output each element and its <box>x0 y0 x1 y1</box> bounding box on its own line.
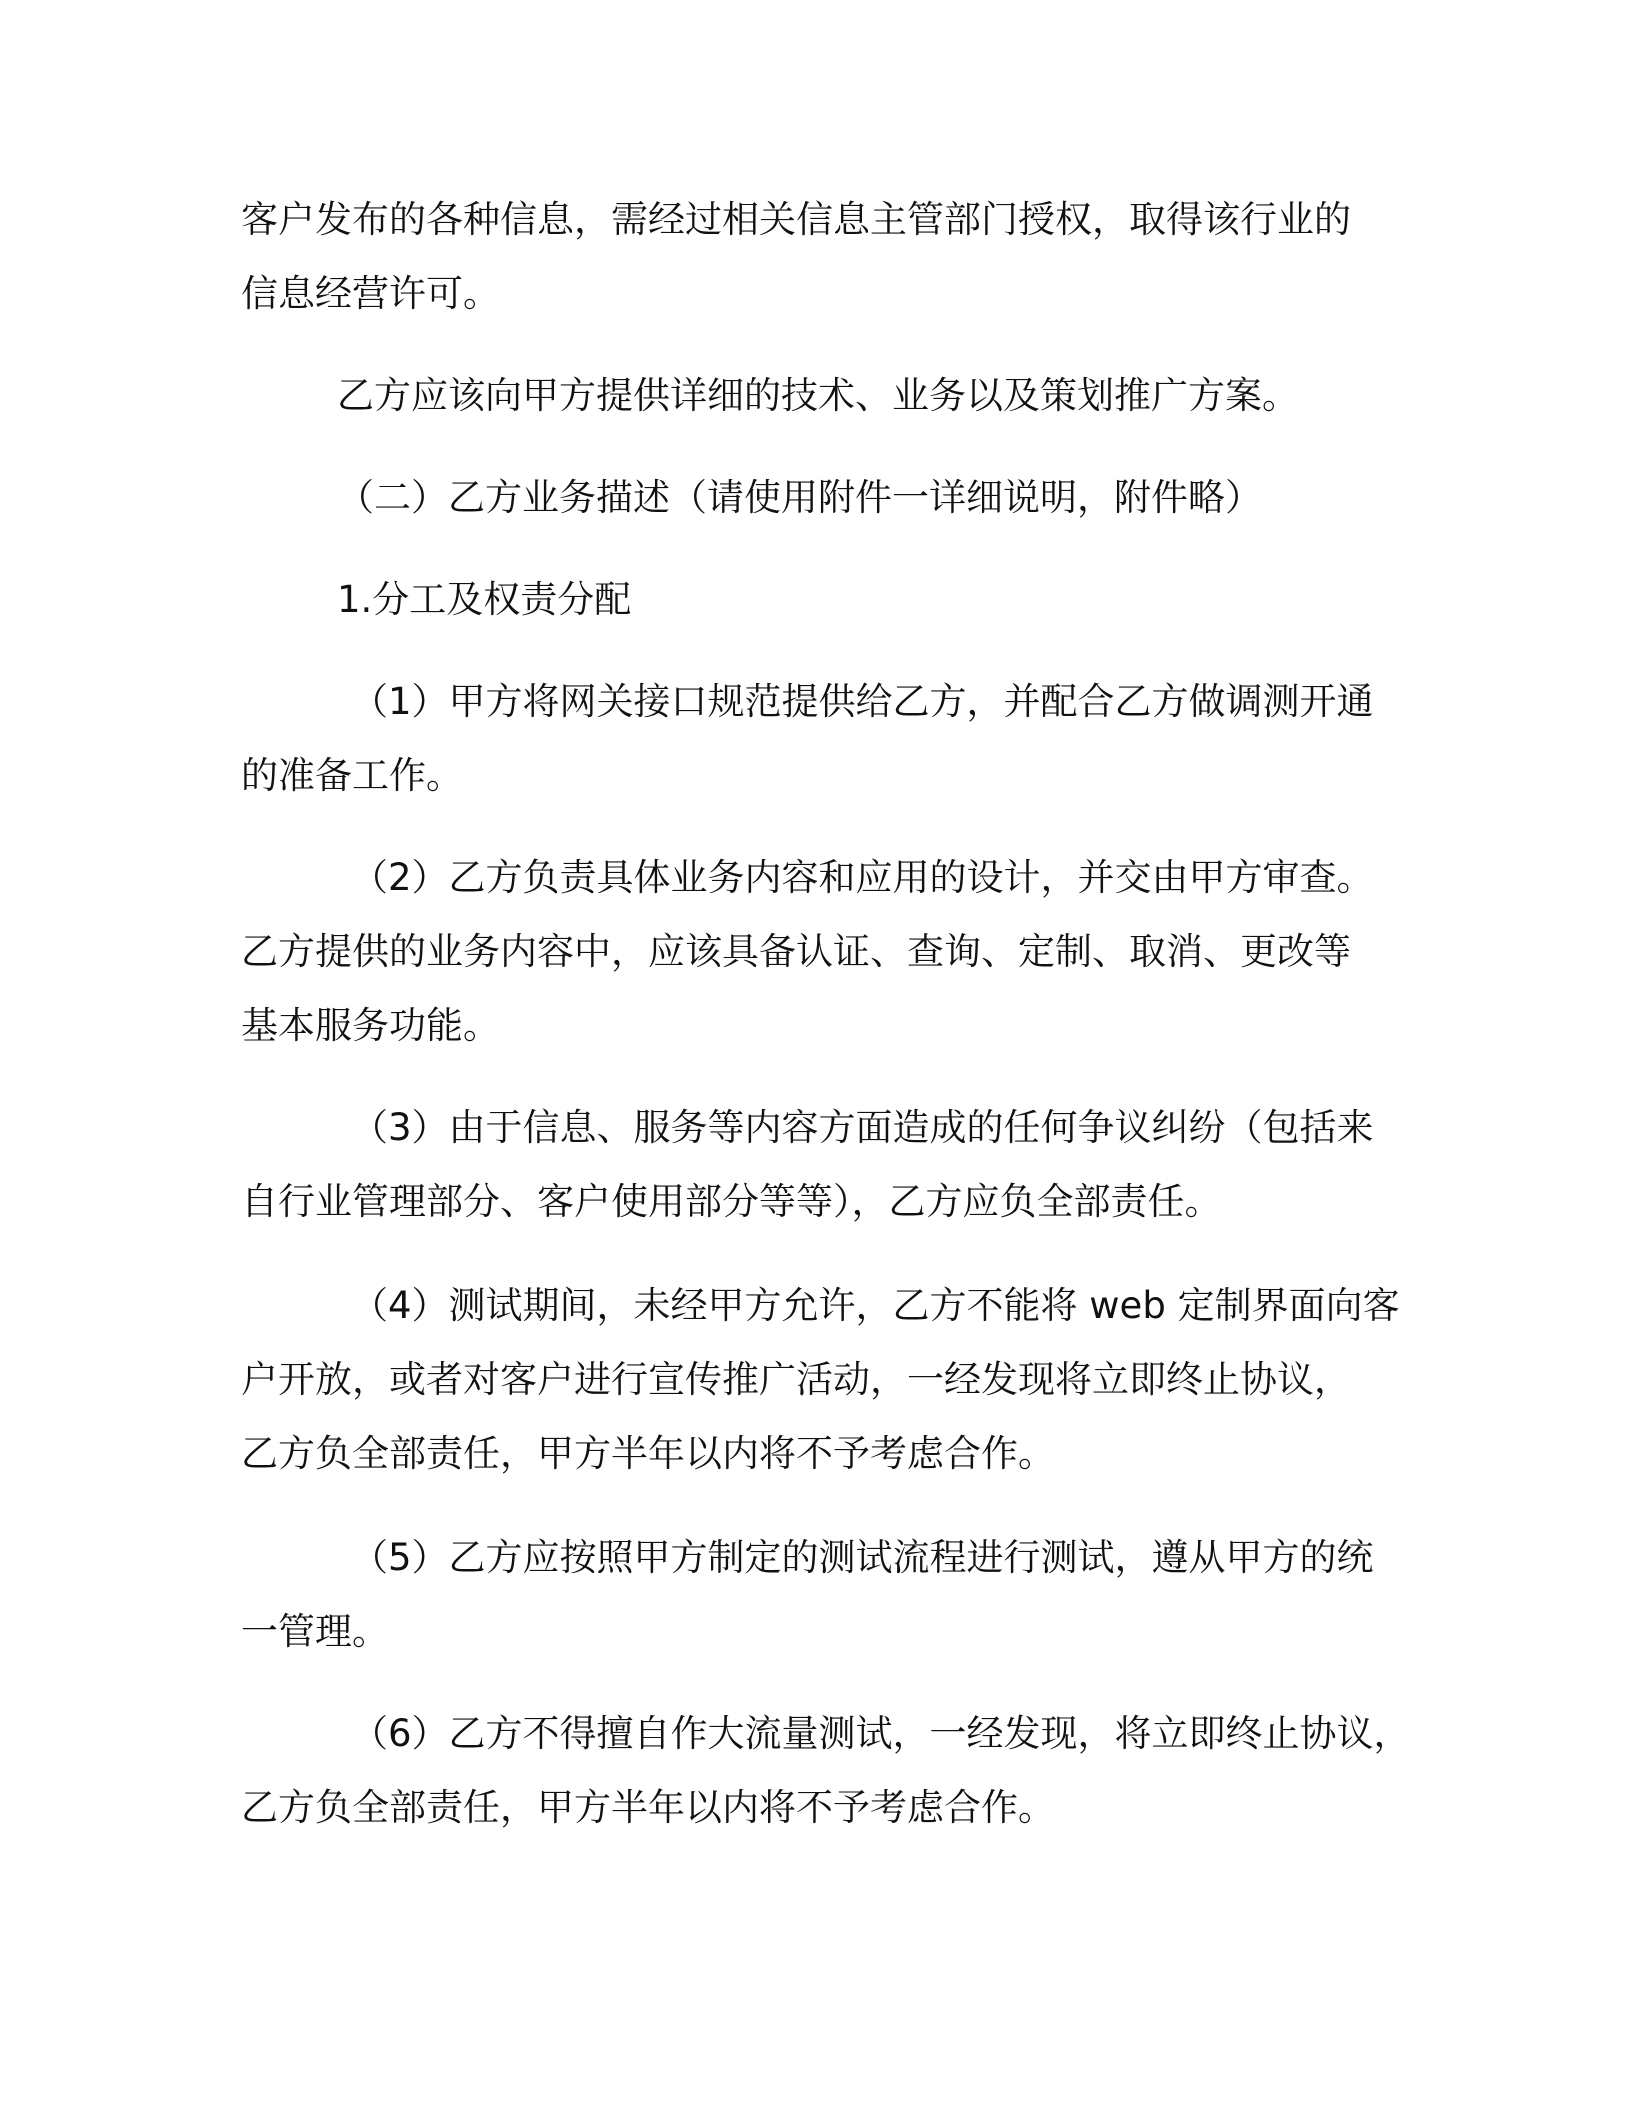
subsection-heading: 1.分工及权责分配 <box>337 578 632 621</box>
paragraph-line: （1）甲方将网关接口规范提供给乙方，并配合乙方做调测开通 <box>351 680 1374 723</box>
paragraph-line: 乙方负全部责任，甲方半年以内将不予考虑合作。 <box>241 1432 1055 1475</box>
paragraph-line: 基本服务功能。 <box>241 1004 500 1047</box>
paragraph-line: 信息经营许可。 <box>241 272 500 315</box>
paragraph-line: 自行业管理部分、客户使用部分等等），乙方应负全部责任。 <box>241 1180 1222 1223</box>
paragraph-line: 客户发布的各种信息，需经过相关信息主管部门授权，取得该行业的 <box>241 198 1351 241</box>
paragraph-line: 乙方应该向甲方提供详细的技术、业务以及策划推广方案。 <box>337 374 1299 417</box>
paragraph-line: （3）由于信息、服务等内容方面造成的任何争议纠纷（包括来 <box>351 1106 1374 1149</box>
paragraph-line: （4）测试期间，未经甲方允许，乙方不能将 web 定制界面向客 <box>351 1284 1400 1327</box>
paragraph-line: （5）乙方应按照甲方制定的测试流程进行测试，遵从甲方的统 <box>351 1536 1374 1579</box>
paragraph-line: 乙方负全部责任，甲方半年以内将不予考虑合作。 <box>241 1786 1055 1829</box>
paragraph-line: 户开放，或者对客户进行宣传推广活动，一经发现将立即终止协议， <box>241 1358 1351 1401</box>
paragraph-line: 乙方提供的业务内容中，应该具备认证、查询、定制、取消、更改等 <box>241 930 1351 973</box>
paragraph-line: 的准备工作。 <box>241 754 463 797</box>
paragraph-line: 一管理。 <box>241 1610 389 1653</box>
paragraph-line: （2）乙方负责具体业务内容和应用的设计，并交由甲方审查。 <box>351 856 1374 899</box>
paragraph-line: （6）乙方不得擅自作大流量测试，一经发现，将立即终止协议， <box>351 1712 1411 1755</box>
section-heading: （二）乙方业务描述（请使用附件一详细说明，附件略） <box>337 476 1262 519</box>
